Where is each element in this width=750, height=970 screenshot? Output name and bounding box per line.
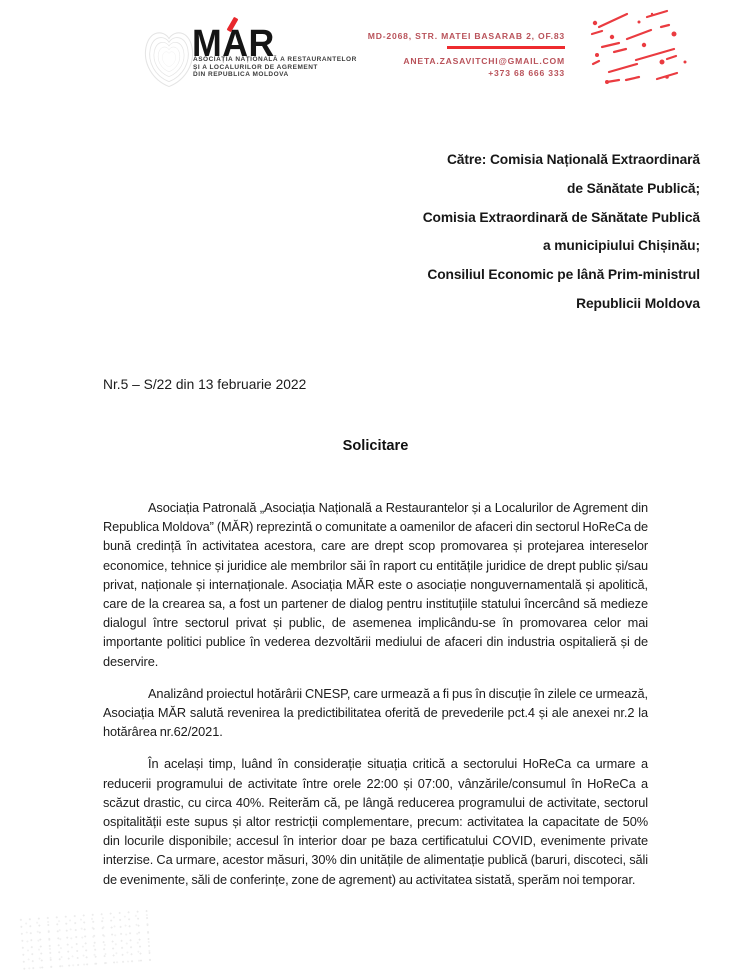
contact-address: MD-2068, STR. MATEI BASARAB 2, OF.83 bbox=[367, 31, 565, 41]
recipient-block bbox=[423, 146, 700, 319]
red-underline bbox=[447, 46, 565, 49]
body-paragraph: Asociația Patronală „Asociația Națională a Restaurantelor și a Localurilor de Agrement din Republica Moldova” (MĂR) reprezintă o comunitate a oamenilor de afaceri din sectorul HoReCa de bună credință în activitatea acestora, care are drept scop promovarea și protejarea intereselor economice, tehnice și juridice ale membrilor săi în raport cu entitățile juridice de drept public și/sau privat, naționale și internaționale. Asociația MĂR este o asociație nonguvernamentală și apolitică, care de la crearea sa, a fost un partener de dialog pentru instituțiile statului încercând să medieze dialogul între sectorul privat și public, de asemenea implicându-se în promovarea celor mai importante politici publice în vederea dezvoltării mediului de afaceri din industria ospitalieră și de deservire. bbox=[103, 500, 648, 669]
contact-phone: +373 68 666 333 bbox=[488, 68, 565, 78]
recipient-line: Către: Comisia Națională Extraordinară bbox=[446, 152, 700, 167]
subject-title: Solicitare bbox=[342, 438, 409, 454]
letter-body bbox=[103, 377, 648, 902]
tagline-line: DIN REPUBLICA MOLDOVA bbox=[193, 71, 289, 79]
logo-letter: M bbox=[192, 23, 223, 65]
body-paragraph: În același timp, luând în considerație situația critică a sectorului HoReCa ca urmare a reducerii programului de activitate între orele 22:00 și 07:00, vânzările/consumul în HoReCa a scăzut drastic, cu circa 40%. Reiterăm că, pe lângă reducerea programului de activitate, sectorul ospitalității este supus și altor restricții complementare, precum: activitatea la capacitate de 50% din locurile disponibile; accesul în interior doar pe baza certificatului COVID, evenimente private interzise. Ca urmare, acestor măsuri, 30% din unitățile de alimentație publică (baruri, discoteci, săli de evenimente, săli de conferințe, zone de agrement) au activitatea sistată, sperăm noi temporar. bbox=[103, 756, 648, 887]
recipient-line: Consiliul Economic pe lână Prim-ministrul bbox=[427, 267, 700, 283]
contact-block bbox=[368, 31, 565, 80]
body-paragraph: Analizând proiectul hotărârii CNESP, care urmează a fi pus în discuție în zilele ce urmează, Asociația MĂR salută revenirea la predictibilitatea oferită de prevederile pct.4 și ale anexei nr.2 la hotărârea nr.62/2021. bbox=[103, 685, 648, 740]
tagline-line: ȘI A LOCALURILOR DE AGREMENT bbox=[193, 63, 318, 71]
contact-email: ANETA.ZASAVITCHI@GMAIL.COM bbox=[403, 56, 565, 66]
tagline-line: ASOCIAȚIA NAȚIONALĂ A RESTAURANTELOR bbox=[193, 56, 357, 63]
apple-outline-icon bbox=[140, 26, 198, 90]
recipient-line: Republicii Moldova bbox=[576, 295, 700, 311]
recipient-line: Comisia Extraordinară de Sănătate Publică bbox=[422, 209, 700, 225]
paragraphs bbox=[103, 498, 648, 889]
recipient-line: de Sănătate Publică; bbox=[567, 180, 700, 196]
logo-letter: R bbox=[248, 23, 275, 65]
logo-tagline bbox=[193, 56, 357, 79]
speckle-pattern-icon bbox=[16, 907, 152, 970]
reference-number: Nr.5 – S/22 din 13 februarie 2022 bbox=[103, 377, 307, 392]
confetti-pattern-icon bbox=[589, 2, 704, 87]
logo-letter: A bbox=[222, 23, 249, 65]
recipient-line: a municipiului Chișinău; bbox=[542, 238, 700, 254]
